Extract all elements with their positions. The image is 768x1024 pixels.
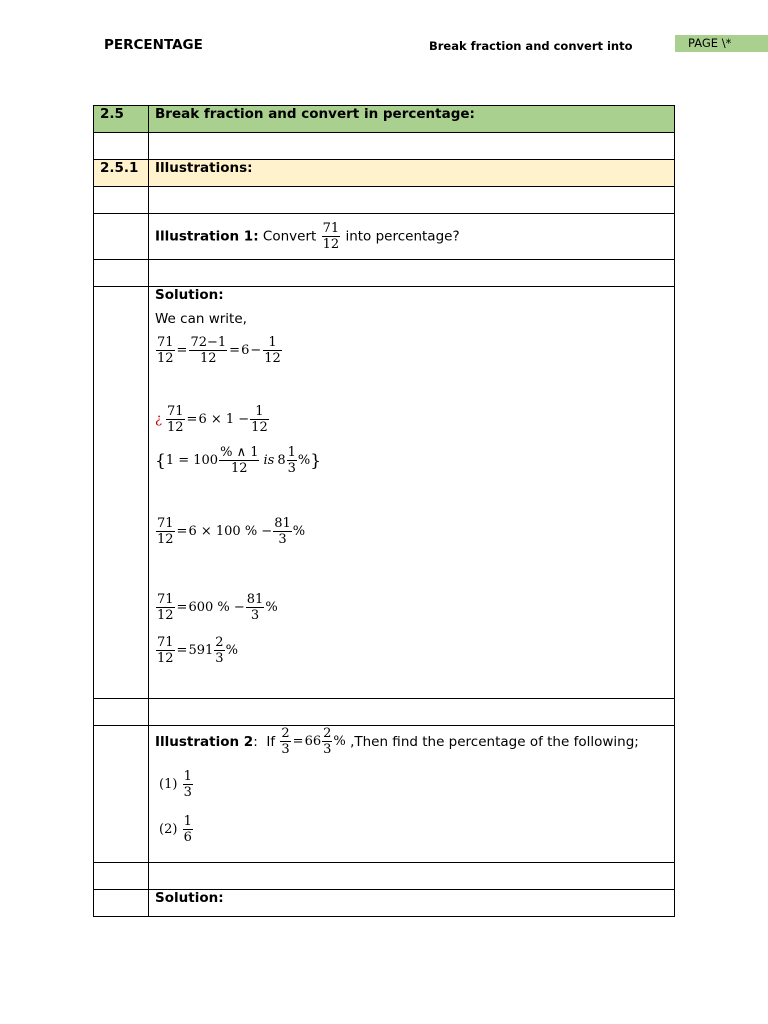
math-line-2: ¿ $\frac{71}{12}$ = 6 × 1 − $\frac{1}{12}$ [155, 404, 268, 435]
header-title: PERCENTAGE [104, 37, 203, 53]
illustration1-text-before: Convert [262, 228, 317, 245]
illustration2-row [94, 726, 675, 863]
math-line-6: $\frac{71}{12}$ = 591 $\frac{2}{3}$ % [157, 635, 238, 666]
math-line-1: $\frac{71}{12}$ = $\frac{72-1}{12}$ = 6 − $\frac{1}{12}$ [157, 335, 281, 366]
illustration2-item-1: (1) $\frac{1}{3}$ [159, 769, 192, 800]
header-subtitle: Break fraction and convert into [429, 39, 633, 53]
illustration2-item-2: (2) $\frac{1}{6}$ [159, 814, 192, 845]
solution1-row [94, 287, 675, 699]
spacer-row [94, 187, 675, 214]
spacer-row [94, 260, 675, 287]
spacer-row [94, 863, 675, 890]
section-number: 2.5 [94, 106, 149, 133]
content-table [93, 105, 675, 917]
spacer-row [94, 133, 675, 160]
spacer-row [94, 699, 675, 726]
solution1-intro: We can write, [155, 311, 247, 327]
page-field: PAGE \* [675, 35, 768, 52]
math-line-4: $\frac{71}{12}$ = 6 × 100 % − $\frac{81}{3}$ % [157, 516, 306, 547]
section-title: Break fraction and convert in percentage: [149, 106, 675, 133]
math-line-5: $\frac{71}{12}$ = 600 % − $\frac{81}{3}$ % [157, 592, 278, 623]
solution1-label: Solution: [155, 287, 224, 303]
section-row [94, 106, 675, 133]
subsection-number: 2.5.1 [94, 160, 149, 187]
solution2-label: Solution: [149, 890, 675, 917]
illustration2-statement: Illustration 2 : If $\frac{2}{3}$ = 66 $\frac{2}{3}$ % ,Then find the percentage of the following; [155, 726, 639, 757]
subsection-title: Illustrations: [149, 160, 675, 187]
illustration2-label: Illustration 2 [155, 733, 254, 750]
illustration1-row [94, 214, 675, 260]
illustration1-text-after: into percentage? [345, 228, 460, 245]
illustration1-label: Illustration 1: [155, 228, 259, 245]
subsection-row [94, 160, 675, 187]
math-line-3: { 1 = 100 $\frac{\% \wedge 1}{12}$ is 8 $\frac{1}{3}$ % } [155, 445, 322, 476]
solution2-row [94, 890, 675, 917]
illustration1-fraction: $\frac{71}{12}$ [322, 221, 340, 252]
